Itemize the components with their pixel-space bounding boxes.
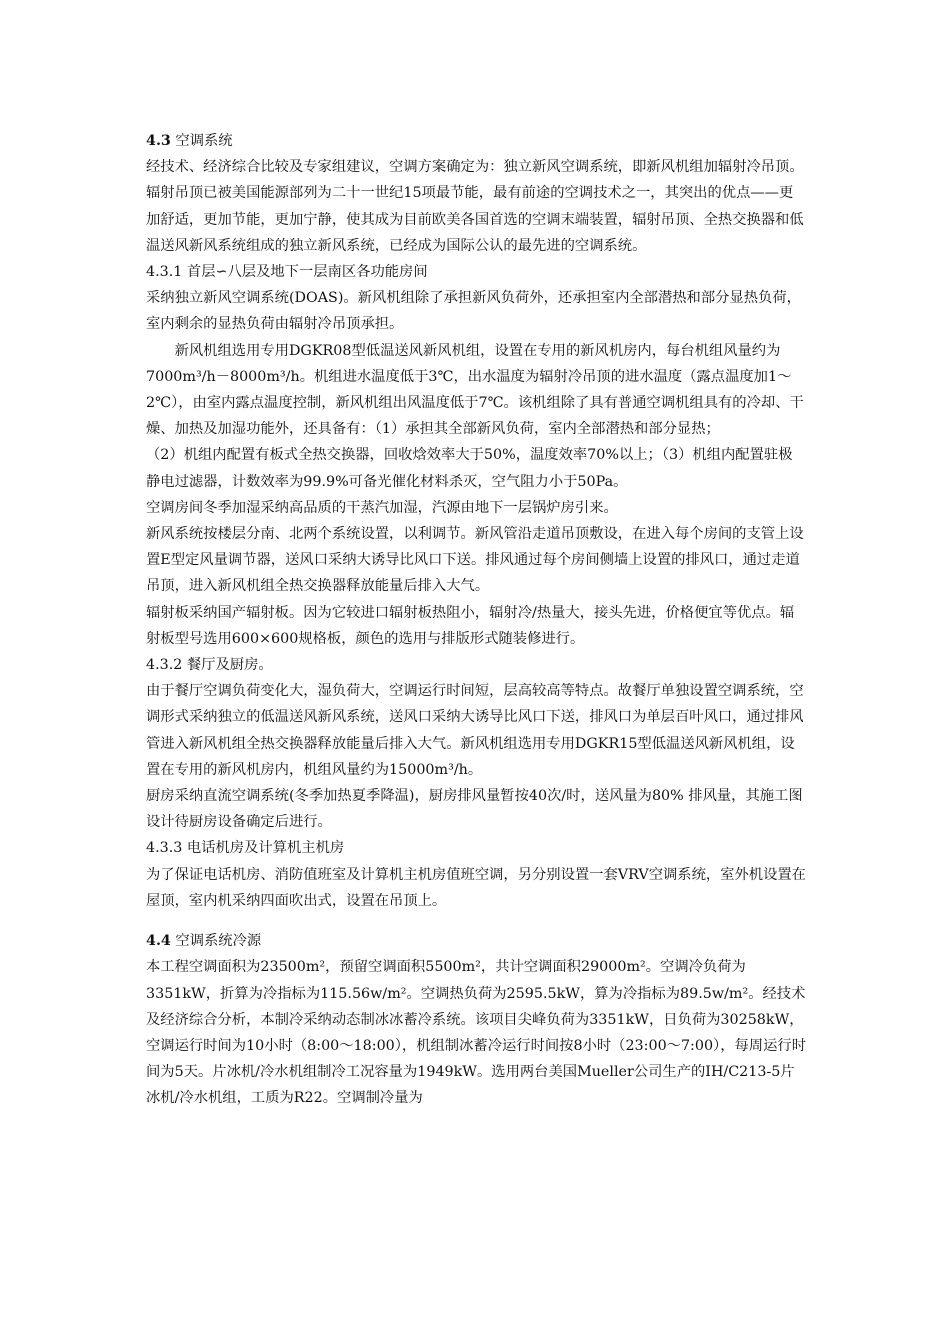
section-4-4-heading xyxy=(146,928,806,954)
paragraph: 辐射板采纳国产辐射板。因为它较进口辐射板热阻小，辐射冷/热量大，接头先进，价格便宜等优点。辐射板型号选用600×600规格板，颜色的选用与排版形式随装修进行。 xyxy=(146,604,795,647)
paragraph: 采纳独立新风空调系统(DOAS)。新风机组除了承担新风负荷外，还承担室内全部潜热和部分显热负荷，室内剩余的显热负荷由辐射冷吊顶承担。 xyxy=(146,290,801,333)
paragraph: 经技术、经济综合比较及专家组建议，空调方案确定为：独立新风空调系统，即新风机组加辐射冷吊顶。辐射吊顶已被美国能源部列为二十一世纪15项最节能，最有前途的空调技术之一，其突出的优点——更加舒适，更加节能，更加宁静，使其成为目前欧美各国首选的空调末端装置，辐射吊顶、全热交换器和低温送风新风系统组成的独立新风系统，已经成为国际公认的最先进的空调系统。 xyxy=(146,159,804,254)
paragraph: 本工程空调面积为23500m²，预留空调面积5500m²，共计空调面积29000m²。空调冷负荷为3351kW，折算为冷指标为115.56w/m²。空调热负荷为2595.5kW，算为冷指标为89.5w/m²。经技术及经济综合分析，本制冷采纳动态制冰冰蓄冷系统。该项目尖峰负荷为3351kW，日负荷为30258kW，空调运行时间为10小时（8:00～18:00），机组制冰蓄冷运行时间按8小时（23:00～7:00），每周运行时间为5天。片冰机/冷水机组制冷工况容量为1949kW。选用两台美国Mueller公司生产的IH/C213-5片冰机/冷水机组，工质为R22。空调制冷量为 xyxy=(146,959,806,1107)
paragraph: 新风系统按楼层分南、北两个系统设置，以利调节。新风管沿走道吊顶敷设，在进入每个房间的支管上设置E型定风量调节器，送风口采纳大诱导比风口下送。排风通过每个房间侧墙上设置的排风口，通过走道吊顶，进入新风机组全热交换器释放能量后排入大气。 xyxy=(146,526,804,595)
paragraph: 新风机组选用专用DGKR08型低温送风新风机组，设置在专用的新风机房内，每台机组风量约为7000m³/h－8000m³/h。机组进水温度低于3℃，出水温度为辐射冷吊顶的进水温度（露点温度加1～2℃），由室内露点温度控制，新风机组出风温度低于7℃。该机组除了具有普通空调机组具有的冷却、干燥、加热及加湿功能外，还具备有：（1）承担其全部新风负荷，室内全部潜热和部分显热； xyxy=(146,342,804,438)
section-4-3-heading xyxy=(146,128,806,154)
section-spacer xyxy=(146,914,806,928)
section-4-3-2-heading: 4.3.2 餐厅及厨房。 xyxy=(146,657,273,674)
section-title: 空调系统冷源 xyxy=(170,933,262,950)
paragraph: 厨房采纳直流空调系统(冬季加热夏季降温)，厨房排风量暂按40次/时，送风量为80% 排风量，其施工图设计待厨房设备确定后进行。 xyxy=(146,788,803,831)
section-number: 4.3 xyxy=(146,133,171,149)
paragraph: （2）机组内配置有板式全热交换器，回收焓效率大于50%，温度效率70%以上；（3）机组内配置驻极静电过滤器，计数效率为99.9%可备光催化材料杀灭，空气阻力小于50Pa。 xyxy=(146,447,793,490)
paragraph: 由于餐厅空调负荷变化大，湿负荷大，空调运行时间短，层高较高等特点。故餐厅单独设置空调系统，空调形式采纳独立的低温送风新风系统，送风口采纳大诱导比风口下送，排风口为单层百叶风口，通过排风管进入新风机组全热交换器释放能量后排入大气。新风机组选用专用DGKR15型低温送风新风机组，设置在专用的新风机房内，机组风量约为15000m³/h。 xyxy=(146,683,804,778)
section-4-3-3-heading: 4.3.3 电话机房及计算机主机房 xyxy=(146,840,345,857)
document-page xyxy=(146,128,806,1112)
section-title: 空调系统 xyxy=(170,133,233,149)
paragraph: 空调房间冬季加湿采纳高品质的干蒸汽加湿，汽源由地下一层锅炉房引来。 xyxy=(146,499,618,516)
section-number: 4.4 xyxy=(146,933,171,950)
section-4-3-1-heading: 4.3.1 首层∽八层及地下一层南区各功能房间 xyxy=(146,264,428,281)
paragraph: 为了保证电话机房、消防值班室及计算机主机房值班空调，另分别设置一套VRV空调系统，室外机设置在屋顶，室内机采纳四面吹出式，设置在吊顶上。 xyxy=(146,866,806,909)
